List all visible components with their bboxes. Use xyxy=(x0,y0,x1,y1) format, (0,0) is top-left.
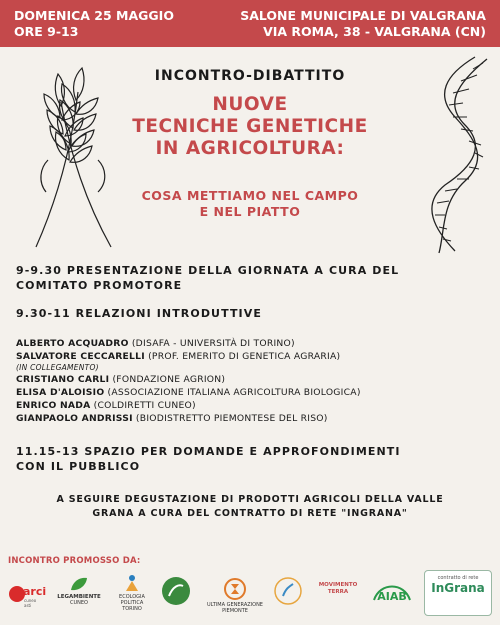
speaker-row xyxy=(16,399,491,412)
event-kicker: INCONTRO-DIBATTITO xyxy=(154,68,346,84)
speaker-affiliation: (COLDIRETTI CUNEO) xyxy=(90,400,196,411)
ultima-generazione-logo xyxy=(206,578,264,614)
speaker-name: ALBERTO ACQUADRO xyxy=(16,338,129,349)
event-subtitle-line: COSA METTIAMO NEL CAMPO xyxy=(141,188,359,203)
figure-icon xyxy=(123,574,141,592)
program-line: COMITATO PROMOTORE xyxy=(16,279,183,292)
ultima-text: ULTIMA GENERAZIONE xyxy=(207,602,263,608)
ingrana-text: InGrana xyxy=(431,581,485,595)
hourglass-icon xyxy=(224,578,246,600)
event-title-line: IN AGRICOLTURA: xyxy=(155,138,345,159)
speaker-name: ENRICO NADA xyxy=(16,400,91,411)
speaker-row xyxy=(16,350,491,363)
aiab-text: AIAB xyxy=(377,590,407,603)
event-location xyxy=(240,8,486,40)
aiab-logo-icon xyxy=(370,578,414,604)
promoter-logos xyxy=(0,566,500,625)
event-venue: SALONE MUNICIPALE DI VALGRANA xyxy=(240,8,486,23)
arci-logo-icon xyxy=(8,580,47,608)
event-date-time xyxy=(14,8,174,40)
speaker-name: SALVATORE CECCARELLI xyxy=(16,351,145,362)
header-bar xyxy=(0,0,500,47)
cambiare-rotta-logo xyxy=(160,576,192,608)
arci-text: arci xyxy=(23,585,47,598)
speaker-row xyxy=(16,337,491,350)
movimento-text: MOVIMENTO xyxy=(318,582,358,588)
event-subtitle xyxy=(0,188,500,220)
speaker-name: ELISA D'ALOISIO xyxy=(16,387,105,398)
event-title-line: NUOVE xyxy=(212,94,288,115)
speaker-name: GIANPAOLO ANDRISSI xyxy=(16,413,133,424)
program-line: 11.15-13 SPAZIO PER DOMANDE E APPROFONDIMENTI xyxy=(16,445,401,458)
ultima-sub: PIEMONTE xyxy=(222,608,248,614)
event-title-line: TECNICHE GENETICHE xyxy=(132,116,368,137)
aiab-logo xyxy=(370,578,414,606)
movimento-terra-logo xyxy=(316,582,360,596)
speaker-affiliation: (BIODISTRETTO PIEMONTESE DEL RISO) xyxy=(132,413,328,424)
program-line: CON IL PUBBLICO xyxy=(16,460,141,473)
event-subtitle-line: E NEL PIATTO xyxy=(199,204,301,219)
program-item-talks: 9.30-11 RELAZIONI INTRODUTTIVE xyxy=(16,307,262,320)
closing-line: A SEGUIRE DEGUSTAZIONE DI PRODOTTI AGRICOLI DELLA VALLE xyxy=(56,494,444,505)
arci-sub: asti xyxy=(24,603,32,608)
speaker-name: CRISTIANO CARLI xyxy=(16,374,110,385)
ring-logo-icon xyxy=(273,576,303,606)
event-time: ORE 9-13 xyxy=(14,24,79,39)
event-date: DOMENICA 25 MAGGIO xyxy=(14,8,174,23)
arci-sub: cuneo xyxy=(24,598,37,603)
event-title xyxy=(0,94,500,160)
leaf-icon xyxy=(69,576,89,592)
ecologia-text: ECOLOGIA xyxy=(119,594,145,600)
speaker-affiliation: (DISAFA - UNIVERSITÀ DI TORINO) xyxy=(128,338,295,349)
speaker-affiliation: (FONDAZIONE AGRION) xyxy=(109,374,226,385)
ingrana-logo xyxy=(424,570,492,616)
speaker-row xyxy=(16,386,491,399)
closing-note xyxy=(0,493,500,521)
legambiente-text: LEGAMBIENTE xyxy=(57,594,101,600)
ingrana-sub: contratto di rete xyxy=(437,575,479,581)
speaker-affiliation: (PROF. EMERITO DI GENETICA AGRARIA) xyxy=(144,351,341,362)
speaker-list xyxy=(16,337,491,425)
arci-logo xyxy=(8,580,47,610)
legambiente-logo xyxy=(56,576,102,606)
remote-note: (IN COLLEGAMENTO) xyxy=(16,363,99,372)
program-item-presentation xyxy=(16,263,486,293)
program-line: 9-9.30 PRESENTAZIONE DELLA GIORNATA A CURA DEL xyxy=(16,264,400,277)
green-circle-icon xyxy=(161,576,191,606)
speaker-affiliation: (ASSOCIAZIONE ITALIANA AGRICOLTURA BIOLOGICA) xyxy=(104,387,361,398)
closing-line: GRANA A CURA DEL CONTRATTO DI RETE "INGRANA" xyxy=(92,508,408,519)
ecologia-politica-logo xyxy=(110,574,154,612)
event-address: VIA ROMA, 38 - VALGRANA (CN) xyxy=(263,24,486,39)
speaker-row xyxy=(16,412,491,425)
movimento-text: TERRA xyxy=(327,589,349,595)
legambiente-sub: CUNEO xyxy=(70,600,88,606)
ecologia-text: POLITICA xyxy=(120,600,144,606)
circle-logo xyxy=(272,576,304,608)
program-item-questions xyxy=(16,444,486,474)
ecologia-sub: TORINO xyxy=(122,606,142,612)
speaker-row xyxy=(16,373,491,386)
promoters-label: INCONTRO PROMOSSO DA: xyxy=(8,556,141,566)
